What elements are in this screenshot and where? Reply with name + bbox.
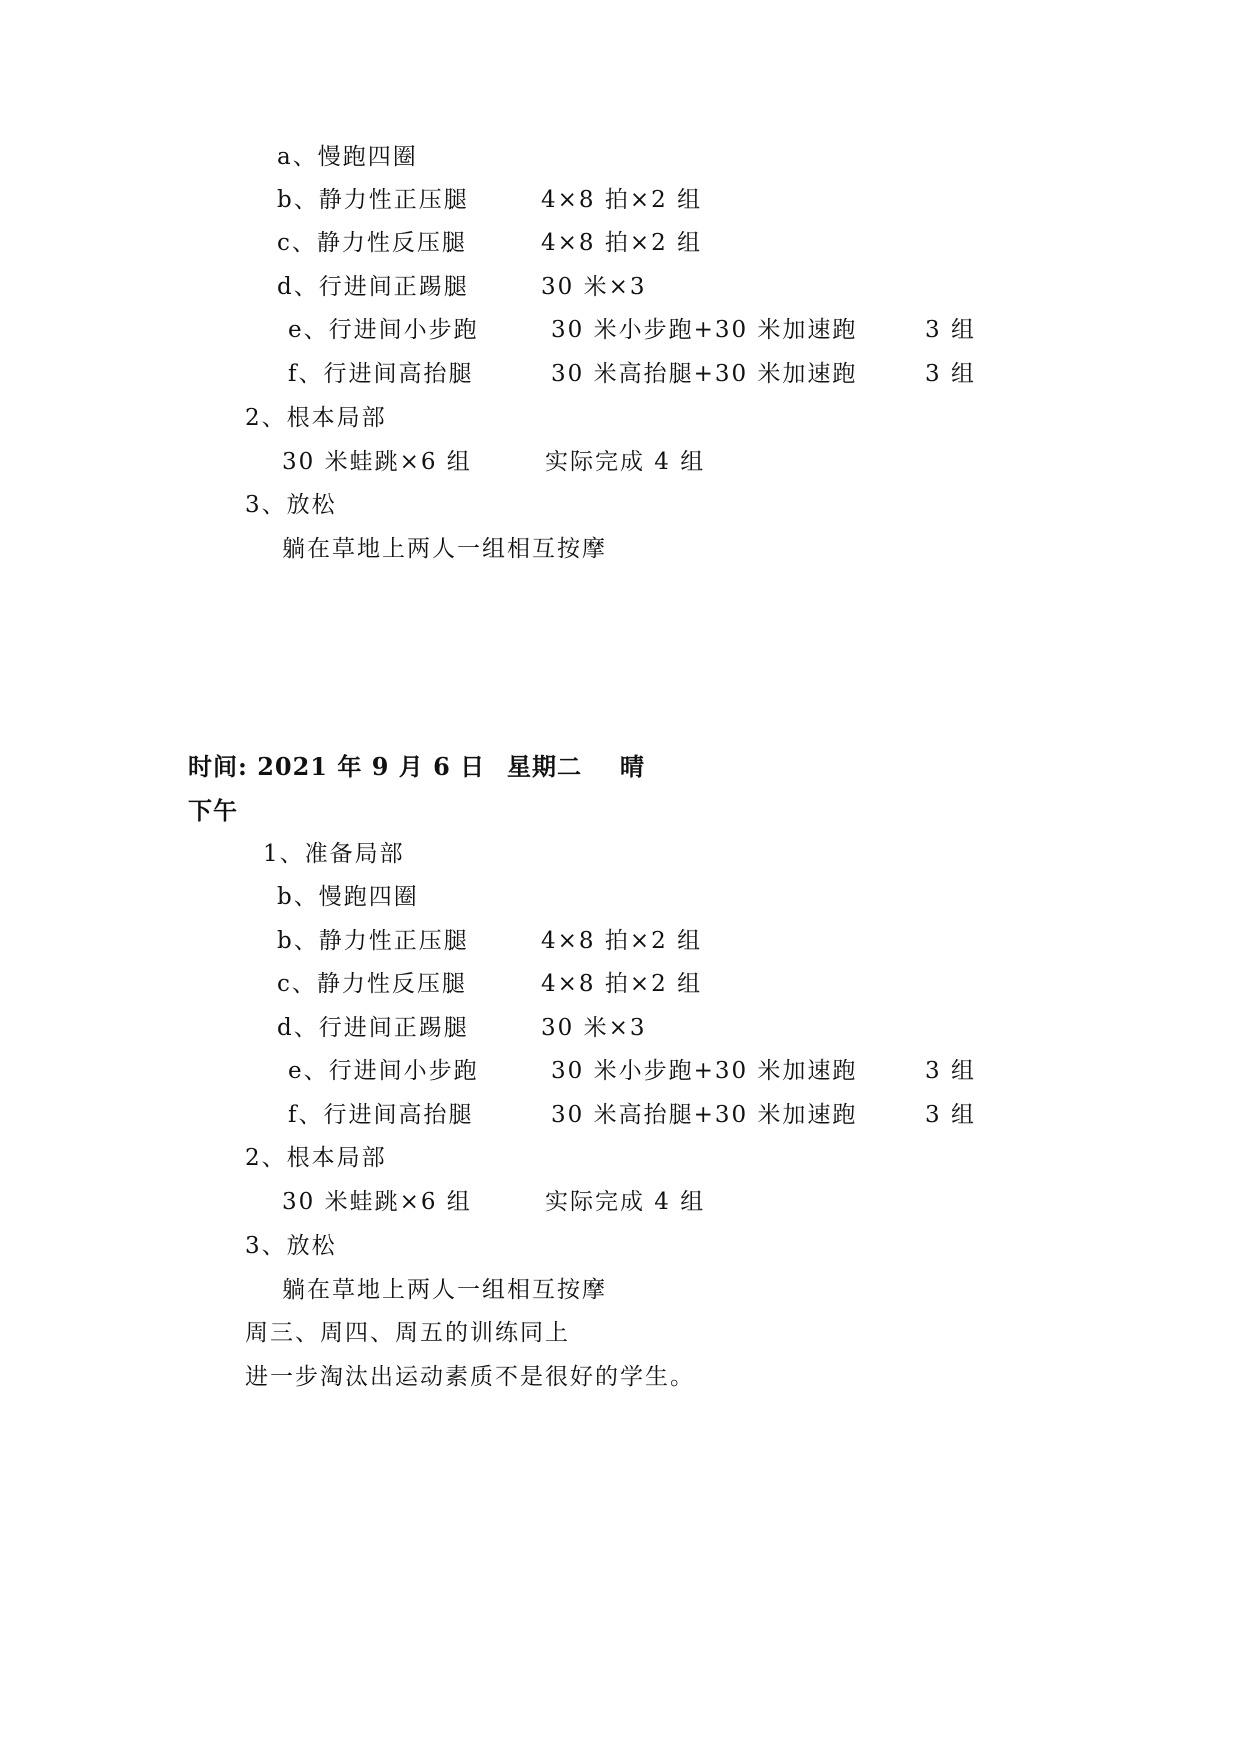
s1-item-c-detail: 4×8 拍×2 组 <box>541 230 703 256</box>
s1-item-b-detail: 4×8 拍×2 组 <box>541 187 703 213</box>
s2-item-f-sets: 3 组 <box>925 1102 976 1128</box>
s1-item-f-label: f、行进间高抬腿 <box>288 361 474 387</box>
s1-relax-detail: 躺在草地上两人一组相互按摩 <box>282 536 607 562</box>
s2-note-schedule: 周三、周四、周五的训练同上 <box>245 1320 570 1346</box>
s2-prep-heading: 1、准备局部 <box>263 841 405 867</box>
s1-item-d-label: d、行进间正踢腿 <box>277 274 469 300</box>
s2-main-heading: 2、根本局部 <box>245 1145 387 1171</box>
s2-item-e-detail: 30 米小步跑+30 米加速跑 <box>551 1058 858 1084</box>
s1-main-detail: 30 米蛙跳×6 组 <box>282 449 472 475</box>
s1-main-heading: 2、根本局部 <box>245 405 387 431</box>
s1-main-actual: 实际完成 4 组 <box>545 449 706 475</box>
s2-item-e-sets: 3 组 <box>925 1058 976 1084</box>
s1-item-c-label: c、静力性反压腿 <box>277 230 467 256</box>
s1-item-a-label: a、慢跑四圈 <box>277 144 418 170</box>
s2-item-b1-label: b、慢跑四圈 <box>277 884 419 910</box>
s2-item-e-label: e、行进间小步跑 <box>288 1058 479 1084</box>
s1-item-f-detail: 30 米高抬腿+30 米加速跑 <box>551 361 858 387</box>
s2-main-detail: 30 米蛙跳×6 组 <box>282 1189 472 1215</box>
s2-item-f-label: f、行进间高抬腿 <box>288 1102 474 1128</box>
s1-item-e-detail: 30 米小步跑+30 米加速跑 <box>551 317 858 343</box>
s1-item-b-label: b、静力性正压腿 <box>277 187 469 213</box>
s1-item-d-detail: 30 米×3 <box>541 274 647 300</box>
s2-header-time: 时间: 2021 年 9 月 6 日 <box>188 752 486 781</box>
s2-main-actual: 实际完成 4 组 <box>545 1189 706 1215</box>
s2-relax-heading: 3、放松 <box>245 1233 337 1259</box>
s2-item-c-detail: 4×8 拍×2 组 <box>541 971 703 997</box>
s1-relax-heading: 3、放松 <box>245 492 337 518</box>
s2-item-c-label: c、静力性反压腿 <box>277 971 467 997</box>
s2-period: 下午 <box>188 796 238 825</box>
s1-item-e-sets: 3 组 <box>925 317 976 343</box>
s2-item-f-detail: 30 米高抬腿+30 米加速跑 <box>551 1102 858 1128</box>
s2-note-elimination: 进一步淘汰出运动素质不是很好的学生。 <box>245 1364 695 1390</box>
s2-header-weather: 晴 <box>620 752 645 781</box>
s1-item-e-label: e、行进间小步跑 <box>288 317 479 343</box>
s2-item-b2-detail: 4×8 拍×2 组 <box>541 928 703 954</box>
s2-item-d-label: d、行进间正踢腿 <box>277 1015 469 1041</box>
s2-relax-detail: 躺在草地上两人一组相互按摩 <box>282 1277 607 1303</box>
s2-item-b2-label: b、静力性正压腿 <box>277 928 469 954</box>
s1-item-f-sets: 3 组 <box>925 361 976 387</box>
s2-item-d-detail: 30 米×3 <box>541 1015 647 1041</box>
s2-header-weekday: 星期二 <box>507 752 582 781</box>
